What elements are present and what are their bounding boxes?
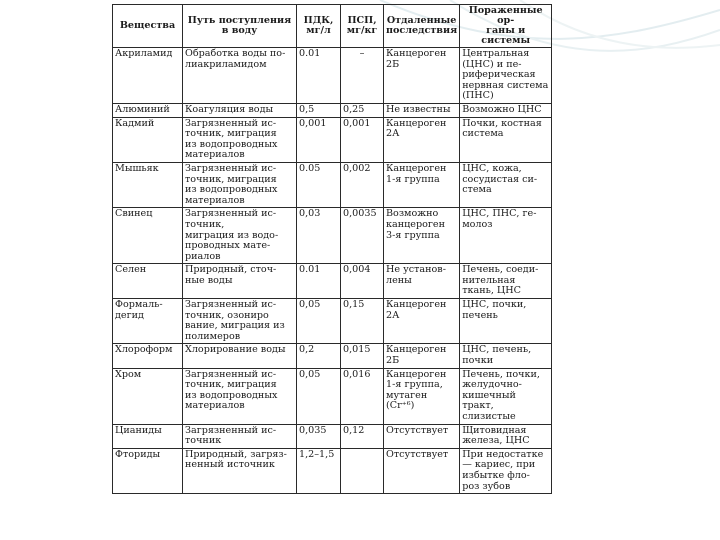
table-row — [113, 424, 552, 448]
table-row — [113, 117, 552, 162]
cell-effects: Канцероген 2Б — [384, 344, 460, 368]
cell-organs: Щитовидная железа, ЦНС — [460, 424, 552, 448]
cell-pdk: 0,001 — [297, 117, 341, 162]
table-row — [113, 264, 552, 299]
cell-pdk: 0.01 — [297, 264, 341, 299]
cell-pdk: 0,03 — [297, 208, 341, 264]
cell-substance: Алюминий — [113, 103, 183, 117]
cell-pdk: 0,2 — [297, 344, 341, 368]
cell-organs: Печень, соеди- нительная ткань, ЦНС — [460, 264, 552, 299]
table-row — [113, 368, 552, 424]
cell-substance: Цианиды — [113, 424, 183, 448]
cell-psp: 0,001 — [341, 117, 384, 162]
cell-psp — [341, 448, 384, 493]
cell-psp: 0,15 — [341, 299, 384, 344]
cell-psp: 0,002 — [341, 162, 384, 207]
cell-effects: Канцероген 1-я группа, мутаген (Cr⁺⁶) — [384, 368, 460, 424]
cell-organs: Почки, костная система — [460, 117, 552, 162]
cell-organs: Печень, почки, желудочно- кишечный тракт, слизистые — [460, 368, 552, 424]
cell-route: Обработка воды по- лиакриламидом — [183, 48, 297, 104]
header-effects: Отдаленные последствия — [384, 5, 460, 48]
header-pdk: ПДК, мг/л — [297, 5, 341, 48]
cell-substance: Мышьяк — [113, 162, 183, 207]
cell-route: Коагуляция воды — [183, 103, 297, 117]
cell-effects: Канцероген 2А — [384, 117, 460, 162]
cell-substance: Формаль- дегид — [113, 299, 183, 344]
cell-pdk: 0.05 — [297, 162, 341, 207]
header-psp: ПСП, мг/кг — [341, 5, 384, 48]
cell-pdk: 0,035 — [297, 424, 341, 448]
cell-route: Загрязненный ис- точник — [183, 424, 297, 448]
cell-pdk: 0,05 — [297, 368, 341, 424]
cell-substance: Хром — [113, 368, 183, 424]
cell-psp: 0,25 — [341, 103, 384, 117]
cell-substance: Свинец — [113, 208, 183, 264]
table-row — [113, 208, 552, 264]
cell-organs: Центральная (ЦНС) и пе- риферическая нервная система (ПНС) — [460, 48, 552, 104]
table-header-row — [113, 5, 552, 48]
cell-pdk: 1,2–1,5 — [297, 448, 341, 493]
cell-organs: ЦНС, ПНС, ге- молоз — [460, 208, 552, 264]
table-row — [113, 162, 552, 207]
cell-organs: При недостатке — кариес, при избытке фло- роз зубов — [460, 448, 552, 493]
cell-organs: Возможно ЦНС — [460, 103, 552, 117]
cell-substance: Хлороформ — [113, 344, 183, 368]
cell-substance: Селен — [113, 264, 183, 299]
table-row — [113, 448, 552, 493]
table-row — [113, 344, 552, 368]
table-row — [113, 299, 552, 344]
cell-effects: Не известны — [384, 103, 460, 117]
cell-substance: Акриламид — [113, 48, 183, 104]
header-organs: Пораженные ор- ганы и системы — [460, 5, 552, 48]
cell-route: Загрязненный ис- точник, озониро вание, миграция из полимеров — [183, 299, 297, 344]
header-route: Путь поступления в воду — [183, 5, 297, 48]
cell-route: Природный, сточ- ные воды — [183, 264, 297, 299]
cell-route: Загрязненный ис- точник, миграция из водо- проводных мате- риалов — [183, 208, 297, 264]
cell-psp: 0,004 — [341, 264, 384, 299]
cell-organs: ЦНС, печень, почки — [460, 344, 552, 368]
cell-route: Загрязненный ис- точник, миграция из водопроводных материалов — [183, 162, 297, 207]
cell-psp: 0,0035 — [341, 208, 384, 264]
cell-effects: Отсутствует — [384, 424, 460, 448]
cell-psp: 0,12 — [341, 424, 384, 448]
cell-effects: Канцероген 2А — [384, 299, 460, 344]
cell-psp: 0,015 — [341, 344, 384, 368]
cell-substance: Кадмий — [113, 117, 183, 162]
cell-pdk: 0.01 — [297, 48, 341, 104]
cell-pdk: 0,05 — [297, 299, 341, 344]
cell-psp: – — [341, 48, 384, 104]
cell-effects: Не установ- лены — [384, 264, 460, 299]
cell-pdk: 0,5 — [297, 103, 341, 117]
cell-effects: Отсутствует — [384, 448, 460, 493]
cell-effects: Канцероген 2Б — [384, 48, 460, 104]
cell-substance: Фториды — [113, 448, 183, 493]
cell-effects: Канцероген 1-я группа — [384, 162, 460, 207]
cell-organs: ЦНС, кожа, сосудистая си- стема — [460, 162, 552, 207]
cell-route: Природный, загряз- ненный источник — [183, 448, 297, 493]
cell-route: Загрязненный ис- точник, миграция из водопроводных материалов — [183, 368, 297, 424]
cell-route: Загрязненный ис- точник, миграция из водопроводных материалов — [183, 117, 297, 162]
table-row — [113, 48, 552, 104]
cell-route: Хлорирование воды — [183, 344, 297, 368]
water-contaminants-table — [112, 4, 552, 494]
cell-organs: ЦНС, почки, печень — [460, 299, 552, 344]
table-row — [113, 103, 552, 117]
cell-effects: Возможно канцероген 3-я группа — [384, 208, 460, 264]
substances-table-wrapper — [112, 4, 552, 494]
cell-psp: 0,016 — [341, 368, 384, 424]
header-substance: Вещества — [113, 5, 183, 48]
